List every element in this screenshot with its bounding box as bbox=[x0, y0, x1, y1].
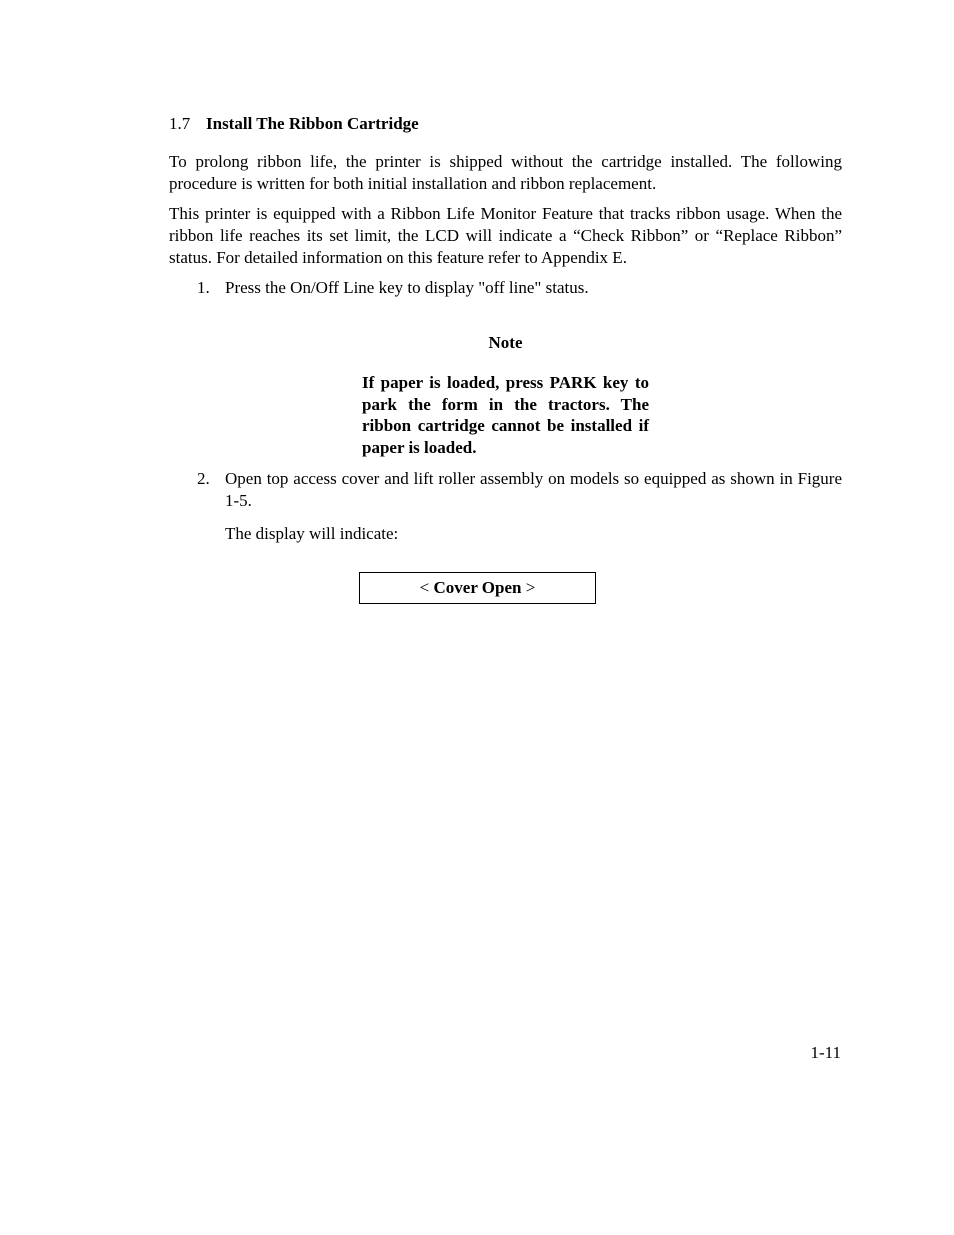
note-body: If paper is loaded, press PARK key to park the form in the tractors. The ribbon cartridge cannot be installed if paper is loaded. bbox=[362, 373, 649, 457]
step-number: 2. bbox=[197, 469, 210, 488]
lcd-display-box bbox=[359, 572, 596, 604]
lcd-message: Cover Open bbox=[433, 578, 522, 597]
ribbon-monitor-paragraph: This printer is equipped with a Ribbon Life Monitor Feature that tracks ribbon usage. When the ribbon life reaches its set limit, the LCD will indicate a “Check Ribbon” or “Replace Ribbon” status. For detailed information on this feature refer to Appendix E. bbox=[169, 204, 842, 267]
step-number: 1. bbox=[197, 278, 210, 297]
lcd-close-bracket: > bbox=[525, 578, 536, 597]
lcd-open-bracket: < bbox=[419, 578, 430, 597]
section-number: 1.7 bbox=[169, 114, 191, 133]
section-heading bbox=[169, 113, 842, 135]
note-heading bbox=[169, 332, 842, 354]
intro-paragraph: To prolong ribbon life, the printer is shipped without the cartridge installed. The following procedure is written for both initial installation and ribbon replacement. bbox=[169, 152, 842, 193]
step-text: Open top access cover and lift roller assembly on models so equipped as shown in Figure 1-5. bbox=[225, 469, 842, 510]
section-title: Install The Ribbon Cartridge bbox=[206, 114, 419, 133]
step-text: Press the On/Off Line key to display "off line" status. bbox=[225, 278, 589, 297]
note-heading-text: Note bbox=[488, 333, 523, 352]
display-intro: The display will indicate: bbox=[225, 524, 399, 543]
page-number: 1-11 bbox=[810, 1043, 841, 1062]
